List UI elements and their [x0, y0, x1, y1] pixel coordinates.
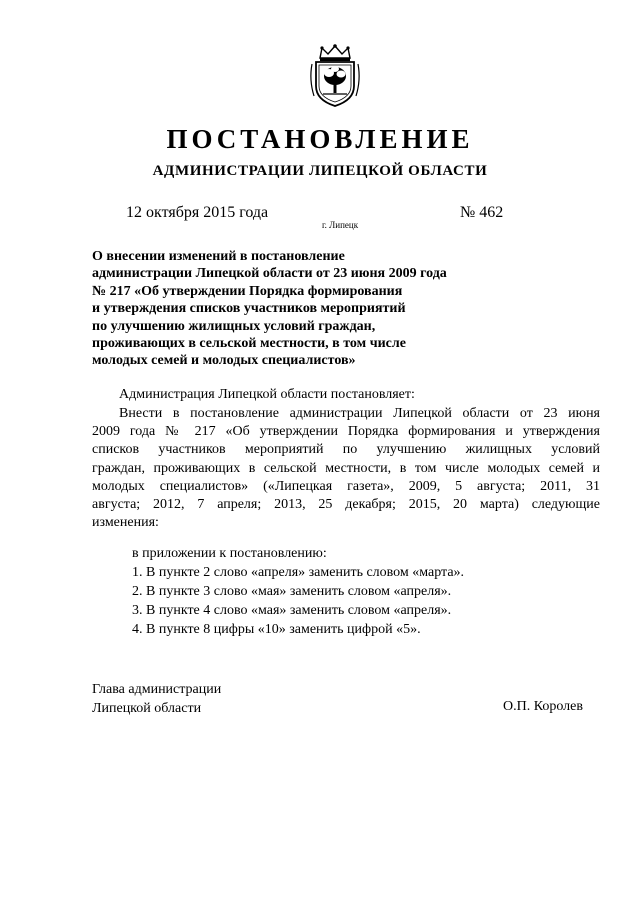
paragraph-line: списков участников мероприятий по улучшению жилищных условий [92, 442, 600, 458]
paragraph-line: изменения: [92, 515, 159, 531]
change-item: 1. В пункте 2 слово «апреля» заменить словом «марта». [132, 565, 465, 580]
heading-line: проживающих в сельской местности, в том числе [92, 336, 406, 352]
paragraph-line: Внести в постановление администрации Липецкой области от 23 июня [119, 406, 600, 421]
paragraph-line: 2009 года № 217 «Об утверждении Порядка формирования и утверждения [92, 424, 600, 440]
signatory-title-line: Глава администрации [92, 682, 222, 697]
coat-of-arms-icon [308, 44, 362, 108]
paragraph-line: граждан, проживающих в сельской местности, в том числе молодых семей и [92, 460, 600, 476]
heading-line: администрации Липецкой области от 23 июня 2009 года [92, 266, 447, 282]
document-city: г. Липецк [322, 220, 359, 230]
signatory-title [92, 680, 221, 718]
change-item: 3. В пункте 4 слово «мая» заменить словом «апреля». [132, 603, 452, 618]
signatory-title-line: Липецкой области [92, 701, 202, 716]
signatory-name: О.П. Королев [503, 699, 583, 714]
document-subtitle: АДМИНИСТРАЦИИ ЛИПЕЦКОЙ ОБЛАСТИ [152, 163, 488, 179]
change-item: 2. В пункте 3 слово «мая» заменить словом «апреля». [132, 584, 452, 599]
heading-line: по улучшению жилищных условий граждан, [92, 318, 376, 334]
paragraph-line: августа; 2012, 7 апреля; 2013, 25 декабря; 2015, 20 марта) следующие [92, 497, 600, 513]
changes-intro: в приложении к постановлению: [132, 546, 327, 561]
document-date: 12 октября 2015 года [126, 204, 269, 221]
document-title: ПОСТАНОВЛЕНИЕ [166, 124, 474, 154]
paragraph-line: молодых специалистов» («Липецкая газета», 2009, 5 августа; 2011, 31 [92, 478, 600, 494]
heading-line: и утверждения списков участников мероприятий [92, 301, 406, 317]
heading-line: О внесении изменений в постановление [92, 249, 345, 264]
document-number: № 462 [460, 204, 504, 221]
intro-text: Администрация Липецкой области постановляет: [119, 387, 415, 402]
heading-line: № 217 «Об утверждении Порядка формирования [92, 283, 403, 299]
main-paragraph [92, 405, 600, 532]
heading-line: молодых семей и молодых специалистов» [92, 353, 356, 369]
document-heading [92, 248, 522, 370]
changes-list [132, 544, 464, 639]
change-item: 4. В пункте 8 цифры «10» заменить цифрой «5». [132, 622, 421, 637]
